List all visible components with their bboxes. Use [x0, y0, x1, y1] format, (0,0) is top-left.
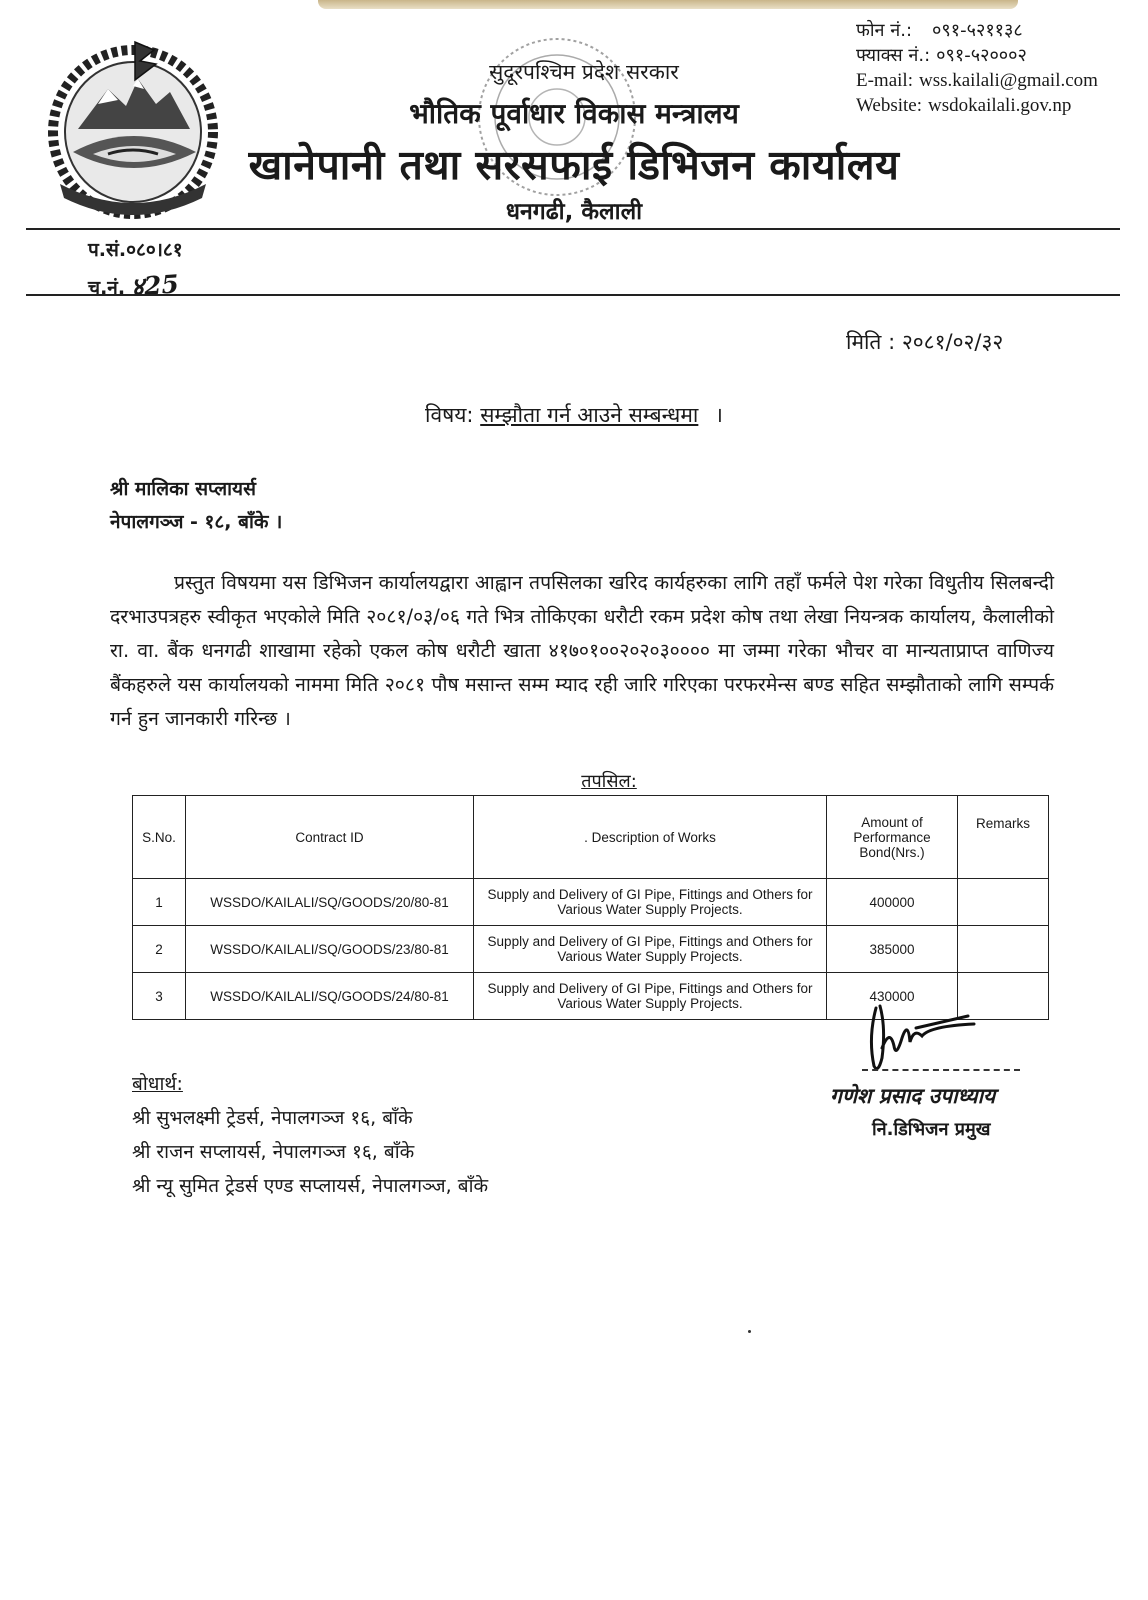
cell-contract-id: WSSDO/KAILALI/SQ/GOODS/24/80-81: [186, 973, 474, 1020]
dispatch-number-row: [88, 268, 179, 302]
subject-text: सम्झौता गर्न आउने सम्बन्धमा: [480, 403, 699, 427]
cell-contract-id: WSSDO/KAILALI/SQ/GOODS/20/80-81: [186, 879, 474, 926]
fiscal-reference: प.सं.०८०।८१: [88, 239, 183, 261]
annex-title: तपसिल:: [581, 771, 637, 792]
cell-amount: 430000: [827, 973, 958, 1020]
signature-line: [862, 1069, 1020, 1071]
subject-end: ।: [715, 403, 723, 427]
dispatch-label: च.नं.: [88, 277, 126, 299]
col-contract-id: Contract ID: [186, 796, 474, 879]
dispatch-number: ४25: [130, 269, 180, 302]
office-name: खानेपानी तथा सरसफाई डिभिजन कार्यालय: [248, 141, 900, 189]
col-description: . Description of Works: [474, 796, 827, 879]
col-amount: Amount of Performance Bond(Nrs.): [827, 796, 958, 879]
handwritten-signature: [856, 998, 996, 1078]
cc-item: श्री सुभलक्ष्मी ट्रेडर्स, नेपालगञ्ज १६, बाँके: [132, 1107, 413, 1129]
website-label: Website:: [856, 95, 923, 116]
contracts-table: [132, 795, 1049, 1020]
table-row: [133, 879, 1049, 926]
cell-remarks: [958, 926, 1049, 973]
cell-sno: 3: [133, 973, 186, 1020]
header-divider: [26, 228, 1120, 230]
col-sno: S.No.: [133, 796, 186, 879]
stray-mark: [748, 1330, 751, 1333]
email-address[interactable]: wss.kailali@gmail.com: [918, 70, 1098, 91]
cell-description: Supply and Delivery of GI Pipe, Fittings and Others for Various Water Supply Projects.: [474, 973, 827, 1020]
cc-title: बोधार्थ:: [132, 1073, 183, 1095]
fax-label: फ्याक्स नं.:: [856, 45, 931, 66]
annex-heading: [0, 769, 1148, 793]
table-row: [133, 926, 1049, 973]
cell-sno: 1: [133, 879, 186, 926]
office-location: धनगढी, कैलाली: [505, 199, 643, 225]
cell-amount: 385000: [827, 926, 958, 973]
cell-sno: 2: [133, 926, 186, 973]
phone-number: ०९१-५२११३८: [932, 20, 1023, 41]
signatory-designation: नि.डिभिजन प्रमुख: [872, 1119, 991, 1140]
col-remarks: Remarks: [958, 796, 1049, 879]
cell-amount: 400000: [827, 879, 958, 926]
subject-label: विषय:: [425, 403, 474, 427]
subject-line: [0, 401, 1148, 429]
contact-block: [856, 18, 1098, 118]
addressee-address: नेपालगञ्ज - १८, बाँके ।: [110, 511, 283, 533]
cell-description: Supply and Delivery of GI Pipe, Fittings and Others for Various Water Supply Projects.: [474, 926, 827, 973]
government-name: सुदूरपश्चिम प्रदेश सरकार: [489, 60, 679, 84]
top-edge-strip: [318, 0, 1018, 9]
signatory-name: गणेश प्रसाद उपाध्याय: [830, 1084, 996, 1108]
cell-description: Supply and Delivery of GI Pipe, Fittings and Others for Various Water Supply Projects.: [474, 879, 827, 926]
cc-item: श्री न्यू सुमित ट्रेडर्स एण्ड सप्लायर्स, नेपालगञ्ज, बाँके: [132, 1175, 489, 1197]
cell-remarks: [958, 879, 1049, 926]
website-url[interactable]: wsdokailali.gov.np: [928, 95, 1072, 116]
fax-number: ०९१-५२०००२: [936, 45, 1027, 66]
cell-contract-id: WSSDO/KAILALI/SQ/GOODS/23/80-81: [186, 926, 474, 973]
table-header-row: [133, 796, 1049, 879]
letter-date: मिति : २०८१/०२/३२: [846, 330, 1004, 354]
letter-body: प्रस्तुत विषयमा यस डिभिजन कार्यालयद्वारा आह्वान तपसिलका खरिद कार्यहरुका लागि तहाँ फर्मले पेश गरेका विधुतीय सिलबन्दी दरभाउपत्रहरु स्वीकृत भएकोले मिति २०८१/०३/०६ गते भित्र तोकिएका धरौटी रकम प्रदेश कोष तथा लेखा नियन्त्रक कार्यालय, कैलालीको रा. वा. बैंक धनगढी शाखामा रहेको एकल कोष धरौटी खाता ४१७०१००२०२०३०००० मा जम्मा गरेका भौचर वा मान्यताप्राप्त वाणिज्य बैंकहरुले यस कार्यालयको नाममा मिति २०८१ पौष मसान्त सम्म म्याद रही जारि गरिएका परफरमेन्स बण्ड सहित सम्झौताको लागि सम्पर्क गर्न हुन जानकारी गरिन्छ ।: [110, 571, 1054, 730]
addressee-name: श्री मालिका सप्लायर्स: [110, 478, 256, 500]
reference-divider: [26, 294, 1120, 296]
cc-item: श्री राजन सप्लायर्स, नेपालगञ्ज १६, बाँके: [132, 1141, 415, 1163]
ministry-name: भौतिक पूर्वाधार विकास मन्त्रालय: [409, 97, 739, 130]
phone-label: फोन नं.:: [856, 20, 913, 41]
email-label: E-mail:: [856, 70, 913, 91]
